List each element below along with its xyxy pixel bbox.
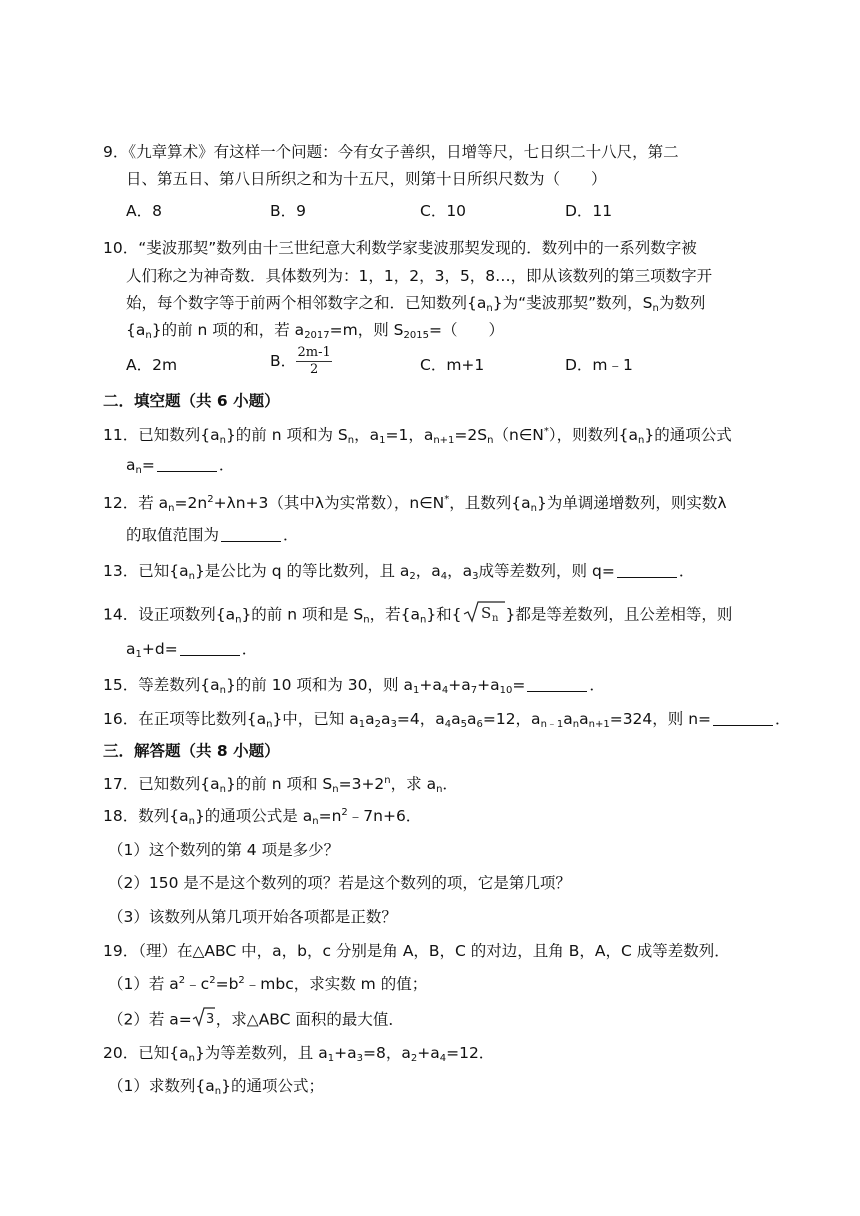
- q14-answer-blank[interactable]: [180, 641, 240, 656]
- q14-line2: $a_1+d=$ ．: [126, 640, 258, 660]
- q13-line: 13．已知$\{a_n\}$是公比为 q 的等比数列，且 $a_2$，$a_4$，$a_3$成等差数列，则 q= ．: [103, 562, 695, 582]
- q10-option-c: C．m+1: [420, 356, 485, 374]
- q9-line2: 日、第五日、第八日所织之和为十五尺，则第十日所织尺数为（ ）: [126, 170, 607, 188]
- q14-line1: 14．设正项数列$\{a_n\}$的前 n 项和是 $S_n$，若$\{a_n\}$和{ S n }都是等差数列，且公差相等，则: [103, 600, 732, 630]
- q19-part1: （1）若 $a^2﹣c^2=b^2﹣mbc$，求实数 m 的值；: [108, 975, 428, 993]
- q11-answer-blank[interactable]: [157, 457, 217, 472]
- q12-answer-blank[interactable]: [221, 527, 281, 542]
- q19-part2: （2）若 a= 3 ，求△ABC 面积的最大值．: [108, 1006, 404, 1034]
- q11-line1: 11．已知数列$\{a_n\}$的前 n 项和为 $S_n$，$a_1=1$，$a_{n+1}=2S_n(n\in N^*)$，则数列$\{a_n\}$的通项公式: [103, 426, 732, 446]
- q19-sqrt-3: [192, 1006, 216, 1034]
- q18-part2: （2）150 是不是这个数列的项？若是这个数列的项，它是第几项？: [108, 874, 571, 892]
- q16-answer-blank[interactable]: [713, 711, 773, 726]
- q15-line: 15．等差数列$\{a_n\}$的前 10 项和为 30，则 $a_1+a_4+a_7+a_{10}=$ ．: [103, 676, 605, 696]
- section-3-heading: 三．解答题（共 8 小题）: [103, 742, 280, 760]
- q10-option-a: A．2m: [126, 356, 178, 374]
- q10-line3: 始，每个数字等于前两个相邻数字之和．已知数列$\{a_n\}$为“斐波那契”数列，$S_n$为数列: [126, 294, 706, 314]
- q17-line: 17．已知数列$\{a_n\}$的前 n 项和 $S_n=3+2^n$，求 $a_n$．: [103, 775, 458, 795]
- q20-part1: （1）求数列$\{a_n\}$的通项公式；: [108, 1077, 324, 1097]
- q9-option-b: B．9: [270, 202, 306, 220]
- q18-part3: （3）该数列从第几项开始各项都是正数？: [108, 908, 397, 926]
- q9-line1: 9．《九章算术》有这样一个问题：今有女子善织，日增等尺，七日织二十八尺，第二: [103, 143, 679, 161]
- q10-option-b: B． $\frac{2m-1}{2}$: [270, 345, 331, 377]
- q19-sqrt-3-value: 3: [205, 1012, 215, 1027]
- q13-answer-blank[interactable]: [617, 563, 677, 578]
- section-2-heading: 二．填空题（共 6 小题）: [103, 392, 280, 410]
- q18-line: 18．数列$\{a_n\}$的通项公式是 $a_n=n^2﹣7n+6$．: [103, 807, 422, 827]
- q9-option-c: C．10: [420, 202, 467, 220]
- q14-sqrt-n: n: [491, 613, 498, 624]
- q12-line2: 的取值范围为 ．: [126, 526, 299, 544]
- q10-line2: 人们称之为神奇数．具体数列为：1，1，2，3，5，8…，即从该数列的第三项数字开: [126, 267, 713, 285]
- q10-line4: $\{a_n\}$的前 n 项的和，若 $a_{2017}=m$，则 $S_{2015}=$（ ）: [126, 321, 504, 341]
- q14-sqrt-sn: [462, 600, 506, 630]
- q12-line1: 12．若 $a_n=2n^2+\lambda n+3$（其中λ为实常数），n∈N*，且数列$\{a_n\}$为单调递增数列，则实数λ: [103, 494, 727, 514]
- q11-line2: $a_n=$ ．: [126, 456, 235, 476]
- q9-option-d: D．11: [565, 202, 613, 220]
- q19-line1: 19．（理）在△ABC 中，a，b，c 分别是角 A，B，C 的对边，且角 B，A，C 成等差数列．: [103, 942, 730, 960]
- q10-option-d: D．m﹣1: [565, 356, 633, 374]
- q20-line: 20．已知$\{a_n\}$为等差数列，且 $a_1+a_3=8$，$a_2+a_4=12$．: [103, 1044, 495, 1064]
- q16-line: 16．在正项等比数列$\{a_n\}$中，已知 $a_1a_2a_3=4$，$a_4a_5a_6=12$，$a_{n﹣1}a_na_{n+1}=324$，则 n= ．: [103, 710, 791, 730]
- q10-line1: 10．“斐波那契”数列由十三世纪意大利数学家斐波那契发现的．数列中的一系列数字被: [103, 239, 697, 257]
- q9-option-a: A．8: [126, 202, 162, 220]
- q15-answer-blank[interactable]: [527, 677, 587, 692]
- q14-sqrt-s: S: [480, 604, 491, 622]
- q18-part1: （1）这个数列的第 4 项是多少？: [108, 841, 340, 859]
- q10-option-b-fraction: $\frac{2m-1}{2}$: [297, 345, 331, 377]
